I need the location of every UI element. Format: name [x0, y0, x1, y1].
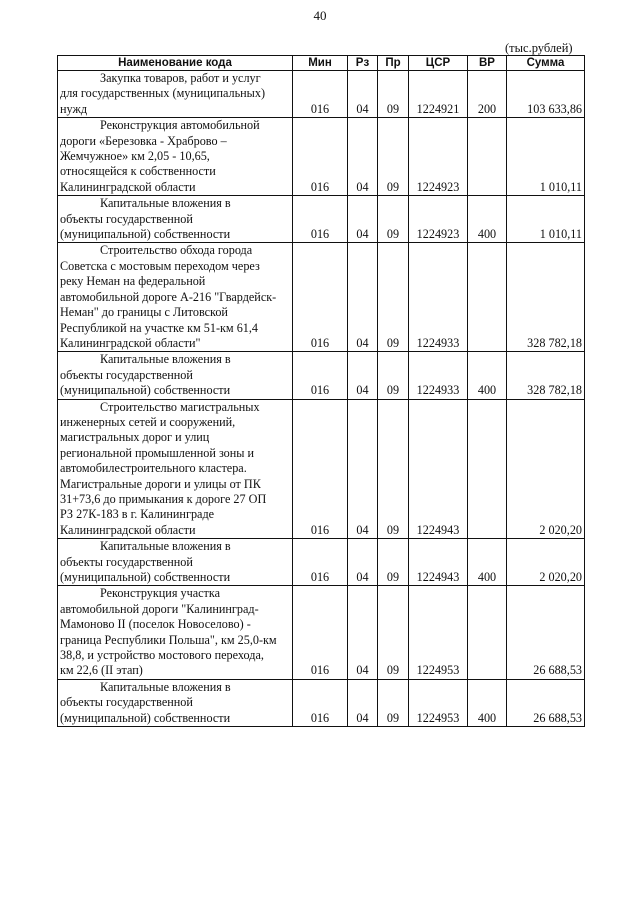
cell-min: 016: [293, 539, 348, 586]
name-line: объекты государственной: [60, 367, 193, 382]
name-line: региональной промышленной зоны и: [60, 445, 255, 460]
cell-csr: 1224923: [409, 196, 468, 243]
cell-csr: 1224953: [409, 679, 468, 726]
cell-pr: 09: [378, 243, 409, 352]
cell-vr: 400: [468, 196, 507, 243]
name-line: Капитальные вложения в: [100, 196, 231, 211]
name-line: Капитальные вложения в: [100, 679, 231, 694]
cell-min: 016: [293, 196, 348, 243]
table-row: [58, 586, 585, 679]
cell-vr: [468, 243, 507, 352]
name-line: граница Республики Польша", км 25,0-км: [60, 632, 277, 647]
cell-name: [58, 399, 293, 539]
header-csr: ЦСР: [409, 56, 468, 71]
cell-csr: 1224933: [409, 243, 468, 352]
cell-pr: 09: [378, 399, 409, 539]
name-line: Неман" до границы с Литовской: [60, 305, 228, 320]
cell-name: [58, 118, 293, 196]
cell-vr: [468, 118, 507, 196]
cell-rz: 04: [348, 196, 378, 243]
cell-name: [58, 539, 293, 586]
name-line: для государственных (муниципальных): [60, 86, 266, 101]
cell-rz: 04: [348, 243, 378, 352]
name-line: Закупка товаров, работ и услуг: [100, 71, 261, 85]
table-row: [58, 352, 585, 399]
cell-pr: 09: [378, 71, 409, 118]
name-line: 31+73,6 до примыкания к дороге 27 ОП: [60, 491, 267, 506]
name-line: Капитальные вложения в: [100, 539, 231, 554]
name-line: автомобильной дороги "Калининград-: [60, 601, 259, 616]
cell-rz: 04: [348, 399, 378, 539]
cell-name: [58, 679, 293, 726]
name-line: Калининградской области: [60, 522, 196, 537]
cell-rz: 04: [348, 118, 378, 196]
name-line: (муниципальной) собственности: [60, 710, 231, 725]
cell-rz: 04: [348, 71, 378, 118]
name-line: Капитальные вложения в: [100, 352, 231, 367]
cell-sum: 1 010,11: [507, 196, 585, 243]
cell-sum: 1 010,11: [507, 118, 585, 196]
cell-vr: 400: [468, 679, 507, 726]
cell-sum: 103 633,86: [507, 71, 585, 118]
cell-csr: 1224921: [409, 71, 468, 118]
cell-vr: [468, 399, 507, 539]
name-line: (муниципальной) собственности: [60, 383, 231, 398]
name-line: Магистральные дороги и улицы от ПК: [60, 476, 261, 491]
name-line: РЗ 27К-183 в г. Калининграде: [60, 507, 215, 522]
name-line: объекты государственной: [60, 211, 193, 226]
name-line: магистральных дорог и улиц: [60, 430, 210, 445]
cell-pr: 09: [378, 352, 409, 399]
table-row: [58, 399, 585, 539]
cell-sum: 2 020,20: [507, 399, 585, 539]
name-line: автомобильной дороге А-216 "Гвардейск-: [60, 289, 277, 304]
name-line: реку Неман на федеральной: [60, 274, 206, 289]
table-row: [58, 196, 585, 243]
name-line: Строительство обхода города: [100, 243, 253, 258]
cell-name: [58, 586, 293, 679]
name-line: 38,8, и устройство мостового перехода,: [60, 648, 264, 663]
cell-name: [58, 71, 293, 118]
name-line: объекты государственной: [60, 554, 193, 569]
cell-csr: 1224933: [409, 352, 468, 399]
header-min: Мин: [293, 56, 348, 71]
cell-csr: 1224943: [409, 539, 468, 586]
cell-min: 016: [293, 352, 348, 399]
cell-csr: 1224923: [409, 118, 468, 196]
cell-name: [58, 196, 293, 243]
name-line: Республикой на участке км 51-км 61,4: [60, 320, 259, 335]
header-pr: Пр: [378, 56, 409, 71]
cell-pr: 09: [378, 586, 409, 679]
cell-min: 016: [293, 679, 348, 726]
name-line: автомобилестроительного кластера.: [60, 461, 247, 476]
name-line: относящейся к собственности: [60, 164, 216, 179]
name-line: Реконструкция автомобильной: [100, 118, 260, 133]
cell-vr: 400: [468, 352, 507, 399]
page-number: 40: [313, 8, 327, 23]
cell-min: 016: [293, 243, 348, 352]
name-line: Реконструкция участка: [100, 586, 220, 601]
header-rz: Рз: [348, 56, 378, 71]
cell-rz: 04: [348, 352, 378, 399]
name-line: Калининградской области": [60, 335, 201, 350]
cell-pr: 09: [378, 539, 409, 586]
table-row: [58, 243, 585, 352]
cell-sum: 328 782,18: [507, 243, 585, 352]
name-line: км 22,6 (II этап): [60, 663, 143, 678]
cell-vr: [468, 586, 507, 679]
header-sum: Сумма: [507, 56, 585, 71]
cell-min: 016: [293, 71, 348, 118]
cell-sum: 2 020,20: [507, 539, 585, 586]
cell-pr: 09: [378, 679, 409, 726]
table-body: [58, 71, 585, 727]
header-vr: ВР: [468, 56, 507, 71]
table-header-row: [58, 56, 585, 71]
table-row: [58, 71, 585, 118]
name-line: Калининградской области: [60, 179, 196, 194]
cell-sum: 328 782,18: [507, 352, 585, 399]
cell-name: [58, 352, 293, 399]
budget-table: [57, 55, 585, 727]
cell-rz: 04: [348, 586, 378, 679]
cell-csr: 1224943: [409, 399, 468, 539]
name-line: Жемчужное» км 2,05 - 10,65,: [60, 149, 210, 164]
name-line: нужд: [60, 101, 88, 116]
cell-csr: 1224953: [409, 586, 468, 679]
table-row: [58, 118, 585, 196]
cell-vr: 400: [468, 539, 507, 586]
table-row: [58, 679, 585, 726]
cell-rz: 04: [348, 679, 378, 726]
name-line: инженерных сетей и сооружений,: [60, 414, 236, 429]
name-line: (муниципальной) собственности: [60, 227, 231, 242]
name-line: (муниципальной) собственности: [60, 570, 231, 584]
units-label: (тыс.рублей): [505, 41, 573, 55]
name-line: дороги «Березовка - Храброво –: [60, 133, 227, 148]
cell-sum: 26 688,53: [507, 586, 585, 679]
cell-name: [58, 243, 293, 352]
name-line: Советска с мостовым переходом через: [60, 258, 260, 273]
cell-rz: 04: [348, 539, 378, 586]
header-name: Наименование кода: [58, 56, 293, 71]
cell-vr: 200: [468, 71, 507, 118]
cell-min: 016: [293, 586, 348, 679]
name-line: Строительство магистральных: [100, 399, 260, 414]
cell-min: 016: [293, 118, 348, 196]
cell-min: 016: [293, 399, 348, 539]
cell-pr: 09: [378, 118, 409, 196]
table-row: [58, 539, 585, 586]
cell-sum: 26 688,53: [507, 679, 585, 726]
name-line: объекты государственной: [60, 695, 193, 710]
cell-pr: 09: [378, 196, 409, 243]
name-line: Мамоново II (поселок Новоселово) -: [60, 617, 251, 632]
